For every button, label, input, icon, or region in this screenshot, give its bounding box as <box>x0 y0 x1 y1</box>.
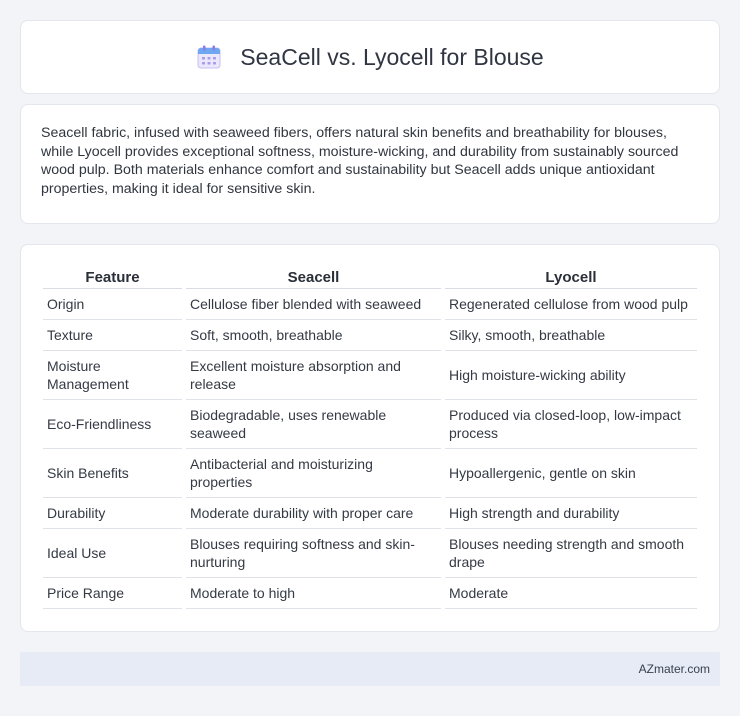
seacell-cell: Moderate to high <box>186 578 441 609</box>
comparison-table-card <box>20 244 720 632</box>
table-row <box>43 498 697 529</box>
table-row <box>43 449 697 498</box>
description-text: Seacell fabric, infused with seaweed fibers, offers natural skin benefits and breathability for blouses, while Lyocell provides exceptional softness, moisture-wicking, and durability from sustainably sourced wood pulp. Both materials enhance comfort and sustainability but Seacell adds unique antioxidant properties, making it ideal for sensitive skin. <box>41 125 679 197</box>
table-row <box>43 400 697 449</box>
seacell-cell: Antibacterial and moisturizing properties <box>186 449 441 498</box>
feature-cell: Eco-Friendliness <box>43 400 182 449</box>
seacell-cell: Moderate durability with proper care <box>186 498 441 529</box>
lyocell-cell: High strength and durability <box>445 498 697 529</box>
seacell-cell: Excellent moisture absorption and release <box>186 351 441 400</box>
column-header-seacell: Seacell <box>186 263 441 289</box>
lyocell-cell: Blouses needing strength and smooth drape <box>445 529 697 578</box>
feature-cell: Ideal Use <box>43 529 182 578</box>
lyocell-cell: Hypoallergenic, gentle on skin <box>445 449 697 498</box>
table-row <box>43 351 697 400</box>
column-header-feature: Feature <box>43 263 182 289</box>
calendar-icon <box>196 44 222 70</box>
lyocell-cell: Regenerated cellulose from wood pulp <box>445 289 697 320</box>
feature-cell: Skin Benefits <box>43 449 182 498</box>
seacell-cell: Cellulose fiber blended with seaweed <box>186 289 441 320</box>
comparison-table <box>39 263 701 609</box>
lyocell-cell: Silky, smooth, breathable <box>445 320 697 351</box>
table-row <box>43 320 697 351</box>
feature-cell: Texture <box>43 320 182 351</box>
title-wrap <box>196 44 543 71</box>
lyocell-cell: High moisture-wicking ability <box>445 351 697 400</box>
lyocell-cell: Moderate <box>445 578 697 609</box>
page-title: SeaCell vs. Lyocell for Blouse <box>240 43 544 70</box>
table-header-row <box>43 263 697 289</box>
seacell-cell: Soft, smooth, breathable <box>186 320 441 351</box>
footer-brand-link[interactable]: AZmater.com <box>638 662 710 676</box>
table-row <box>43 578 697 609</box>
feature-cell: Durability <box>43 498 182 529</box>
footer <box>20 652 720 686</box>
lyocell-cell: Produced via closed-loop, low-impact process <box>445 400 697 449</box>
feature-cell: Origin <box>43 289 182 320</box>
description-card <box>20 104 720 224</box>
feature-cell: Price Range <box>43 578 182 609</box>
seacell-cell: Biodegradable, uses renewable seaweed <box>186 400 441 449</box>
column-header-lyocell: Lyocell <box>445 263 697 289</box>
table-row <box>43 529 697 578</box>
table-row <box>43 289 697 320</box>
seacell-cell: Blouses requiring softness and skin-nurturing <box>186 529 441 578</box>
feature-cell: Moisture Management <box>43 351 182 400</box>
title-card <box>20 20 720 94</box>
